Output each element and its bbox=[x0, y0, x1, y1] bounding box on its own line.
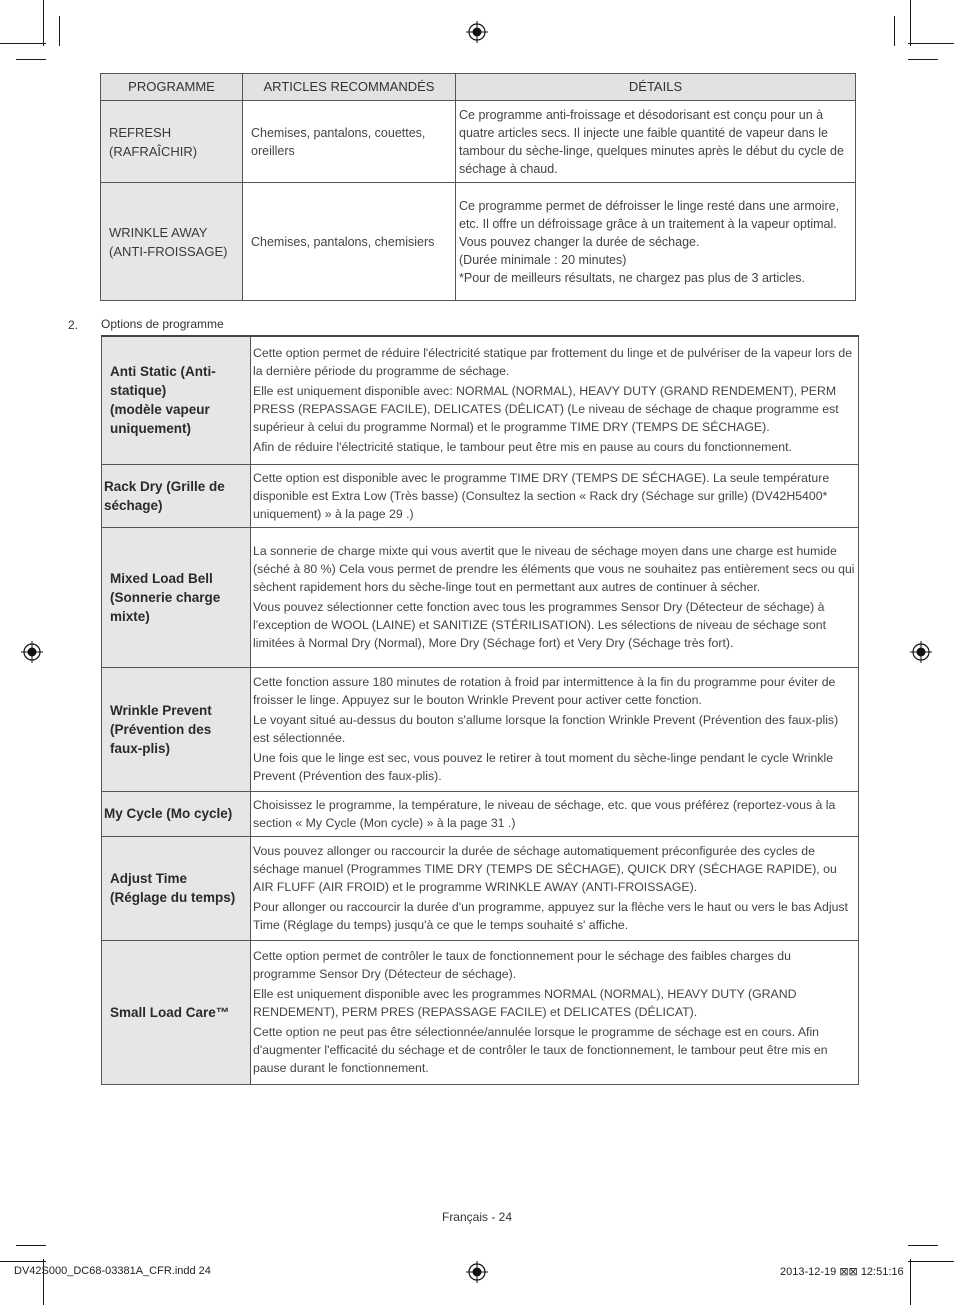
header-programme: PROGRAMME bbox=[101, 74, 243, 101]
option-name: Small Load Care™ bbox=[102, 940, 251, 1084]
option-description: Vous pouvez allonger ou raccourcir la durée de séchage automatiquement préconfigurée des cycles de séchage manuel (Programmes TIME DRY (TEMPS DE SÉCHAGE), QUICK DRY (SÉCHAGE RAPIDE), ou AIR FLUFF (AIR FROID) et le programme WRINKLE AWAY (ANTI-FROISSAGE). Pour allonger ou raccourcir la durée d'un programme, appuyez sur la flèche vers le haut ou vers le bas Adjust Time (Réglage du temps) jusqu'à ce que le temps souhaité s' affiche. bbox=[251, 836, 859, 940]
crop-mark-br-v bbox=[910, 1259, 911, 1305]
crop-mark-bl-h2 bbox=[16, 1245, 46, 1246]
header-details: DÉTAILS bbox=[456, 74, 856, 101]
option-name: Rack Dry (Grille de séchage) bbox=[102, 464, 251, 527]
crop-mark-bl-h bbox=[0, 1261, 46, 1262]
option-name: My Cycle (Mo cycle) bbox=[102, 791, 251, 836]
table-row bbox=[102, 940, 859, 1084]
option-name: Adjust Time (Réglage du temps) bbox=[102, 836, 251, 940]
option-name: Anti Static (Anti-statique) (modèle vapeur uniquement) bbox=[102, 336, 251, 464]
crop-mark-tr-v bbox=[910, 0, 911, 46]
slug-timestamp: 2013-12-19 ⊠⊠ 12:51:16 bbox=[780, 1266, 904, 1278]
crop-mark-tl-v bbox=[43, 0, 44, 46]
table-row bbox=[102, 336, 859, 464]
crop-mark-br-h bbox=[908, 1261, 954, 1262]
programmes-table bbox=[100, 73, 856, 301]
table-row bbox=[101, 183, 856, 301]
table-row bbox=[102, 527, 859, 667]
recommended-articles: Chemises, pantalons, couettes, oreillers bbox=[243, 101, 456, 183]
option-description: Cette option permet de réduire l'électricité statique par frottement du linge et de pulvériser de la vapeur lors de la dernière période du programme de séchage. Elle est uniquement disponible avec: NORMAL (NORMAL), HEAVY DUTY (GRAND RENDEMENT), PERM PRESS (REPASSAGE FACILE), DELICATES (DÉLICAT) (Le niveau de séchage de chaque programme est supérieur à celui du programme Normal) et le programme TIME DRY (TEMPS DE SÉCHAGE). Afin de réduire l'électricité statique, le tambour peut être mis en pause au cours du fonctionnement. bbox=[251, 336, 859, 464]
table-row bbox=[102, 791, 859, 836]
crop-mark-br-h2 bbox=[908, 1245, 938, 1246]
crop-mark-tl-v2 bbox=[59, 16, 60, 46]
crop-mark-tr-h bbox=[908, 43, 954, 44]
slug-filename: DV42S000_DC68-03381A_CFR.indd 24 bbox=[14, 1265, 211, 1277]
option-name: Wrinkle Prevent (Prévention des faux-plis) bbox=[102, 667, 251, 791]
registration-mark-bottom-icon bbox=[466, 1261, 488, 1283]
option-name: Mixed Load Bell (Sonnerie charge mixte) bbox=[102, 527, 251, 667]
programmes-table-header bbox=[101, 74, 856, 101]
programme-details: Ce programme anti-froissage et désodorisant est conçu pour un à quatre articles secs. Il injecte une faible quantité de vapeur dans le tambour du sèche-linge, quelques minutes après le début du cycle de séchage à chaud. bbox=[456, 101, 856, 183]
table-row bbox=[102, 667, 859, 791]
option-description: Cette fonction assure 180 minutes de rotation à froid par intermittence à la fin du programme pour éviter de froisser le linge. Appuyez sur le bouton Wrinkle Prevent pour activer cette fonction. Le voyant situé au-dessus du bouton s'allume lorsque la fonction Wrinkle Prevent (Prévention des faux-plis) est sélectionnée. Une fois que le linge est sec, vous pouvez le retirer à tout moment du sèche-linge pendant le cycle Wrinkle Prevent (Prévention des faux-plis). bbox=[251, 667, 859, 791]
option-description: Cette option est disponible avec le programme TIME DRY (TEMPS DE SÉCHAGE). La seule température disponible est Extra Low (Très basse) (Consultez la section « Rack dry (Séchage sur grille) (DV42H5400* uniquement) » à la page 29 .) bbox=[251, 464, 859, 527]
crop-mark-tr-h2 bbox=[908, 59, 938, 60]
crop-mark-tl-h bbox=[0, 43, 46, 44]
programme-name: REFRESH (RAFRAÎCHIR) bbox=[101, 101, 243, 183]
page-footer: Français - 24 bbox=[441, 1210, 513, 1224]
registration-mark-left-icon bbox=[21, 641, 43, 663]
programme-details: Ce programme permet de défroisser le linge resté dans une armoire, etc. Il offre un défroissage grâce à un traitement à la vapeur optimal. Vous pouvez changer la durée de séchage. (Durée minimale : 20 minutes) *Pour de meilleurs résultats, ne chargez pas plus de 3 articles. bbox=[456, 183, 856, 301]
option-description: Choisissez le programme, la température, le niveau de séchage, etc. que vous préférez (reportez-vous à la section « My Cycle (Mon cycle) » à la page 31 .) bbox=[251, 791, 859, 836]
recommended-articles: Chemises, pantalons, chemisiers bbox=[243, 183, 456, 301]
table-row bbox=[102, 836, 859, 940]
option-description: Cette option permet de contrôler le taux de fonctionnement pour le séchage des faibles charges du programme Sensor Dry (Détecteur de séchage). Elle est uniquement disponible avec les programmes NORMAL (NORMAL), HEAVY DUTY (GRAND RENDEMENT), PERM PRES (REPASSAGE FACILE) et DELICATES (DÉLICAT). Cette option ne peut pas être sélectionnée/annulée lorsque le programme de séchage est en cours. Afin d'augmenter l'efficacité du séchage et de contrôler le taux de fonctionnement, le tambour peut être mis en pause durant le fonctionnement. bbox=[251, 940, 859, 1084]
crop-mark-tr-v2 bbox=[894, 16, 895, 46]
header-articles: ARTICLES RECOMMANDÉS bbox=[243, 74, 456, 101]
section-title: Options de programme bbox=[101, 317, 224, 331]
option-description: La sonnerie de charge mixte qui vous avertit que le niveau de séchage moyen dans une charge est humide (séché à 80 %) Cela vous permet de prendre les éléments que vous ne souhaitez pas entièrement secs ou qui sèchent rapidement hors du sèche-linge tout en permettant aux autres de continuer à sécher. Vous pouvez sélectionner cette fonction avec tous les programmes Sensor Dry (Détecteur de séchage) à l'exception de WOOL (LAINE) et SANITIZE (STÉRILISATION). Les sélections de niveau de séchage sont limitées à Normal Dry (Normal), More Dry (Séchage fort) et Very Dry (Séchage très fort). bbox=[251, 527, 859, 667]
crop-mark-tl-h2 bbox=[16, 59, 46, 60]
programme-name: WRINKLE AWAY (ANTI-FROISSAGE) bbox=[101, 183, 243, 301]
registration-mark-right-icon bbox=[910, 641, 932, 663]
section-number: 2. bbox=[68, 318, 79, 332]
table-row bbox=[101, 101, 856, 183]
table-row bbox=[102, 464, 859, 527]
registration-mark-top-icon bbox=[466, 21, 488, 43]
options-table bbox=[101, 335, 859, 1085]
